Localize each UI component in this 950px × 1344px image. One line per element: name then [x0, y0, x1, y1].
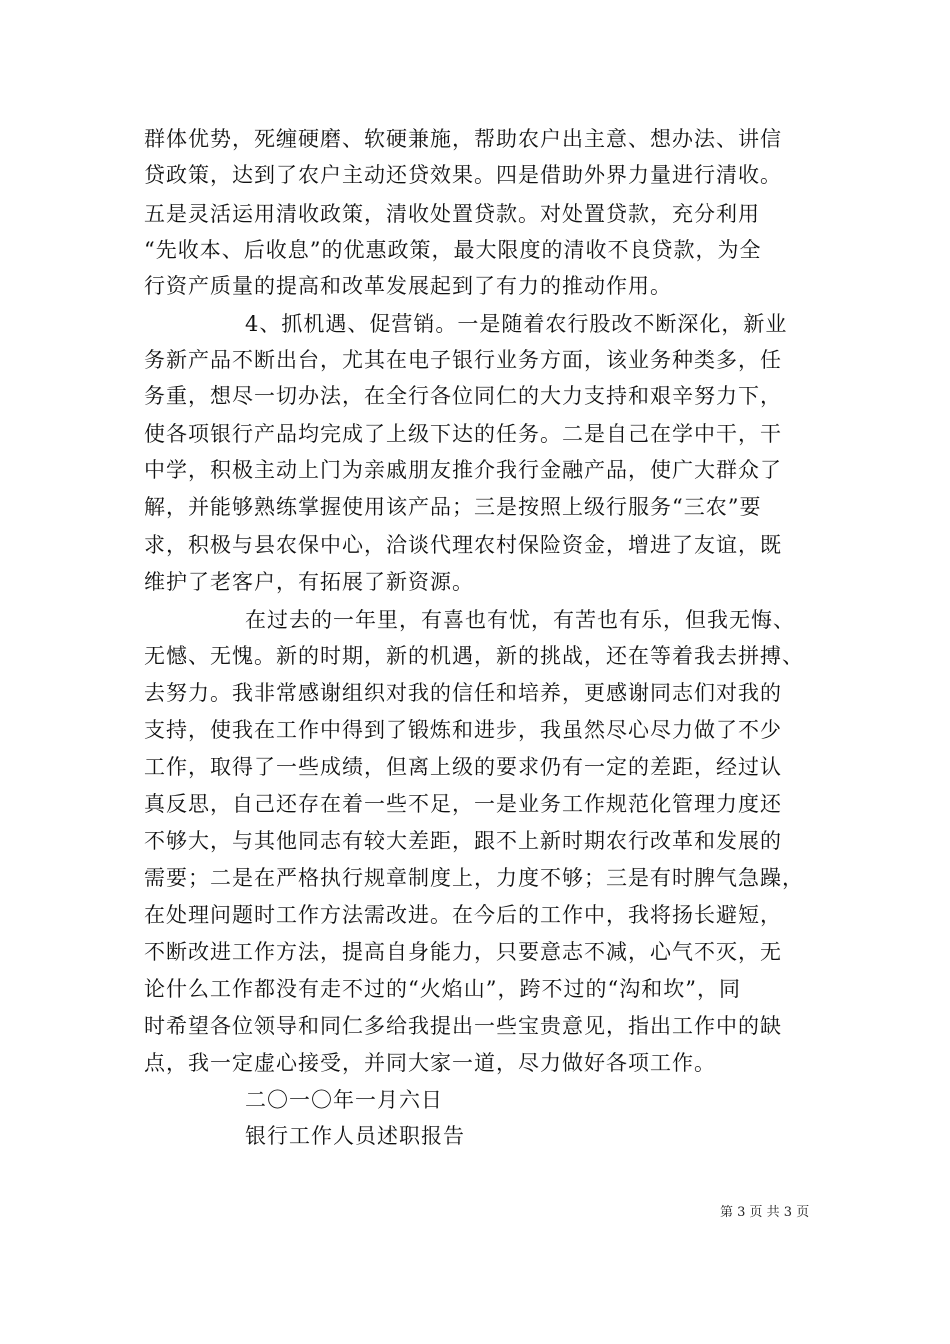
paragraph-2-line: 中学，积极主动上门为亲戚朋友推介我行金融产品，使广大群众了: [144, 458, 782, 482]
paragraph-2-line: 求，积极与县农保中心，洽谈代理农村保险资金，增进了友谊，既: [144, 533, 782, 557]
paragraph-1-line: 行资产质量的提高和改革发展起到了有力的推动作用。: [144, 274, 672, 298]
paragraph-2-line: 务新产品不断出台，尤其在电子银行业务方面，该业务种类多，任: [144, 348, 782, 372]
paragraph-1-line: 群体优势，死缠硬磨、软硬兼施，帮助农户出主意、想办法、讲信: [144, 127, 782, 151]
page-number-footer: 第 3 页 共 3 页: [720, 1205, 810, 1220]
paragraph-3-line: 在过去的一年里，有喜也有忧，有苦也有乐，但我无悔、: [245, 608, 795, 632]
paragraph-3-line: 论什么工作都没有走不过的“火焰山”，跨不过的“沟和坎”，同: [144, 977, 741, 1001]
paragraph-3-line: 去努力。我非常感谢组织对我的信任和培养，更感谢同志们对我的: [144, 681, 782, 705]
paragraph-3-line: 时希望各位领导和同仁多给我提出一些宝贵意见，指出工作中的缺: [144, 1014, 782, 1038]
paragraph-2-line: 维护了老客户，有拓展了新资源。: [144, 570, 474, 594]
paragraph-2-line: 4、抓机遇、促营销。一是随着农行股改不断深化，新业: [245, 312, 788, 336]
paragraph-1-line: 五是灵活运用清收政策，清收处置贷款。对处置贷款，充分利用: [144, 202, 760, 226]
document-title: 银行工作人员述职报告: [245, 1124, 465, 1148]
document-date: 二〇一〇年一月六日: [245, 1088, 443, 1112]
paragraph-3-line: 需要；二是在严格执行规章制度上，力度不够；三是有时脾气急躁，: [144, 866, 804, 890]
paragraph-2-line: 使各项银行产品均完成了上级下达的任务。二是自己在学中干，干: [144, 422, 782, 446]
paragraph-2-line: 务重，想尽一切办法，在全行各位同仁的大力支持和艰辛努力下，: [144, 384, 782, 408]
paragraph-3-line: 真反思，自己还存在着一些不足，一是业务工作规范化管理力度还: [144, 792, 782, 816]
paragraph-1-line: 贷政策，达到了农户主动还贷效果。四是借助外界力量进行清收。: [144, 163, 782, 187]
paragraph-2-line: 解，并能够熟练掌握使用该产品；三是按照上级行服务“三农”要: [144, 495, 762, 519]
paragraph-1-line: “先收本、后收息”的优惠政策，最大限度的清收不良贷款，为全: [144, 238, 762, 262]
paragraph-3-line: 在处理问题时工作方法需改进。在今后的工作中，我将扬长避短，: [144, 903, 782, 927]
paragraph-3-line: 点，我一定虚心接受，并同大家一道，尽力做好各项工作。: [144, 1051, 716, 1075]
paragraph-3-line: 无憾、无愧。新的时期，新的机遇，新的挑战，还在等着我去拼搏、: [144, 644, 804, 668]
paragraph-3-line: 不够大，与其他同志有较大差距，跟不上新时期农行改革和发展的: [144, 829, 782, 853]
paragraph-3-line: 工作，取得了一些成绩，但离上级的要求仍有一定的差距，经过认: [144, 755, 782, 779]
paragraph-3-line: 不断改进工作方法，提高自身能力，只要意志不减，心气不灭，无: [144, 940, 782, 964]
paragraph-3-line: 支持，使我在工作中得到了锻炼和进步，我虽然尽心尽力做了不少: [144, 718, 782, 742]
